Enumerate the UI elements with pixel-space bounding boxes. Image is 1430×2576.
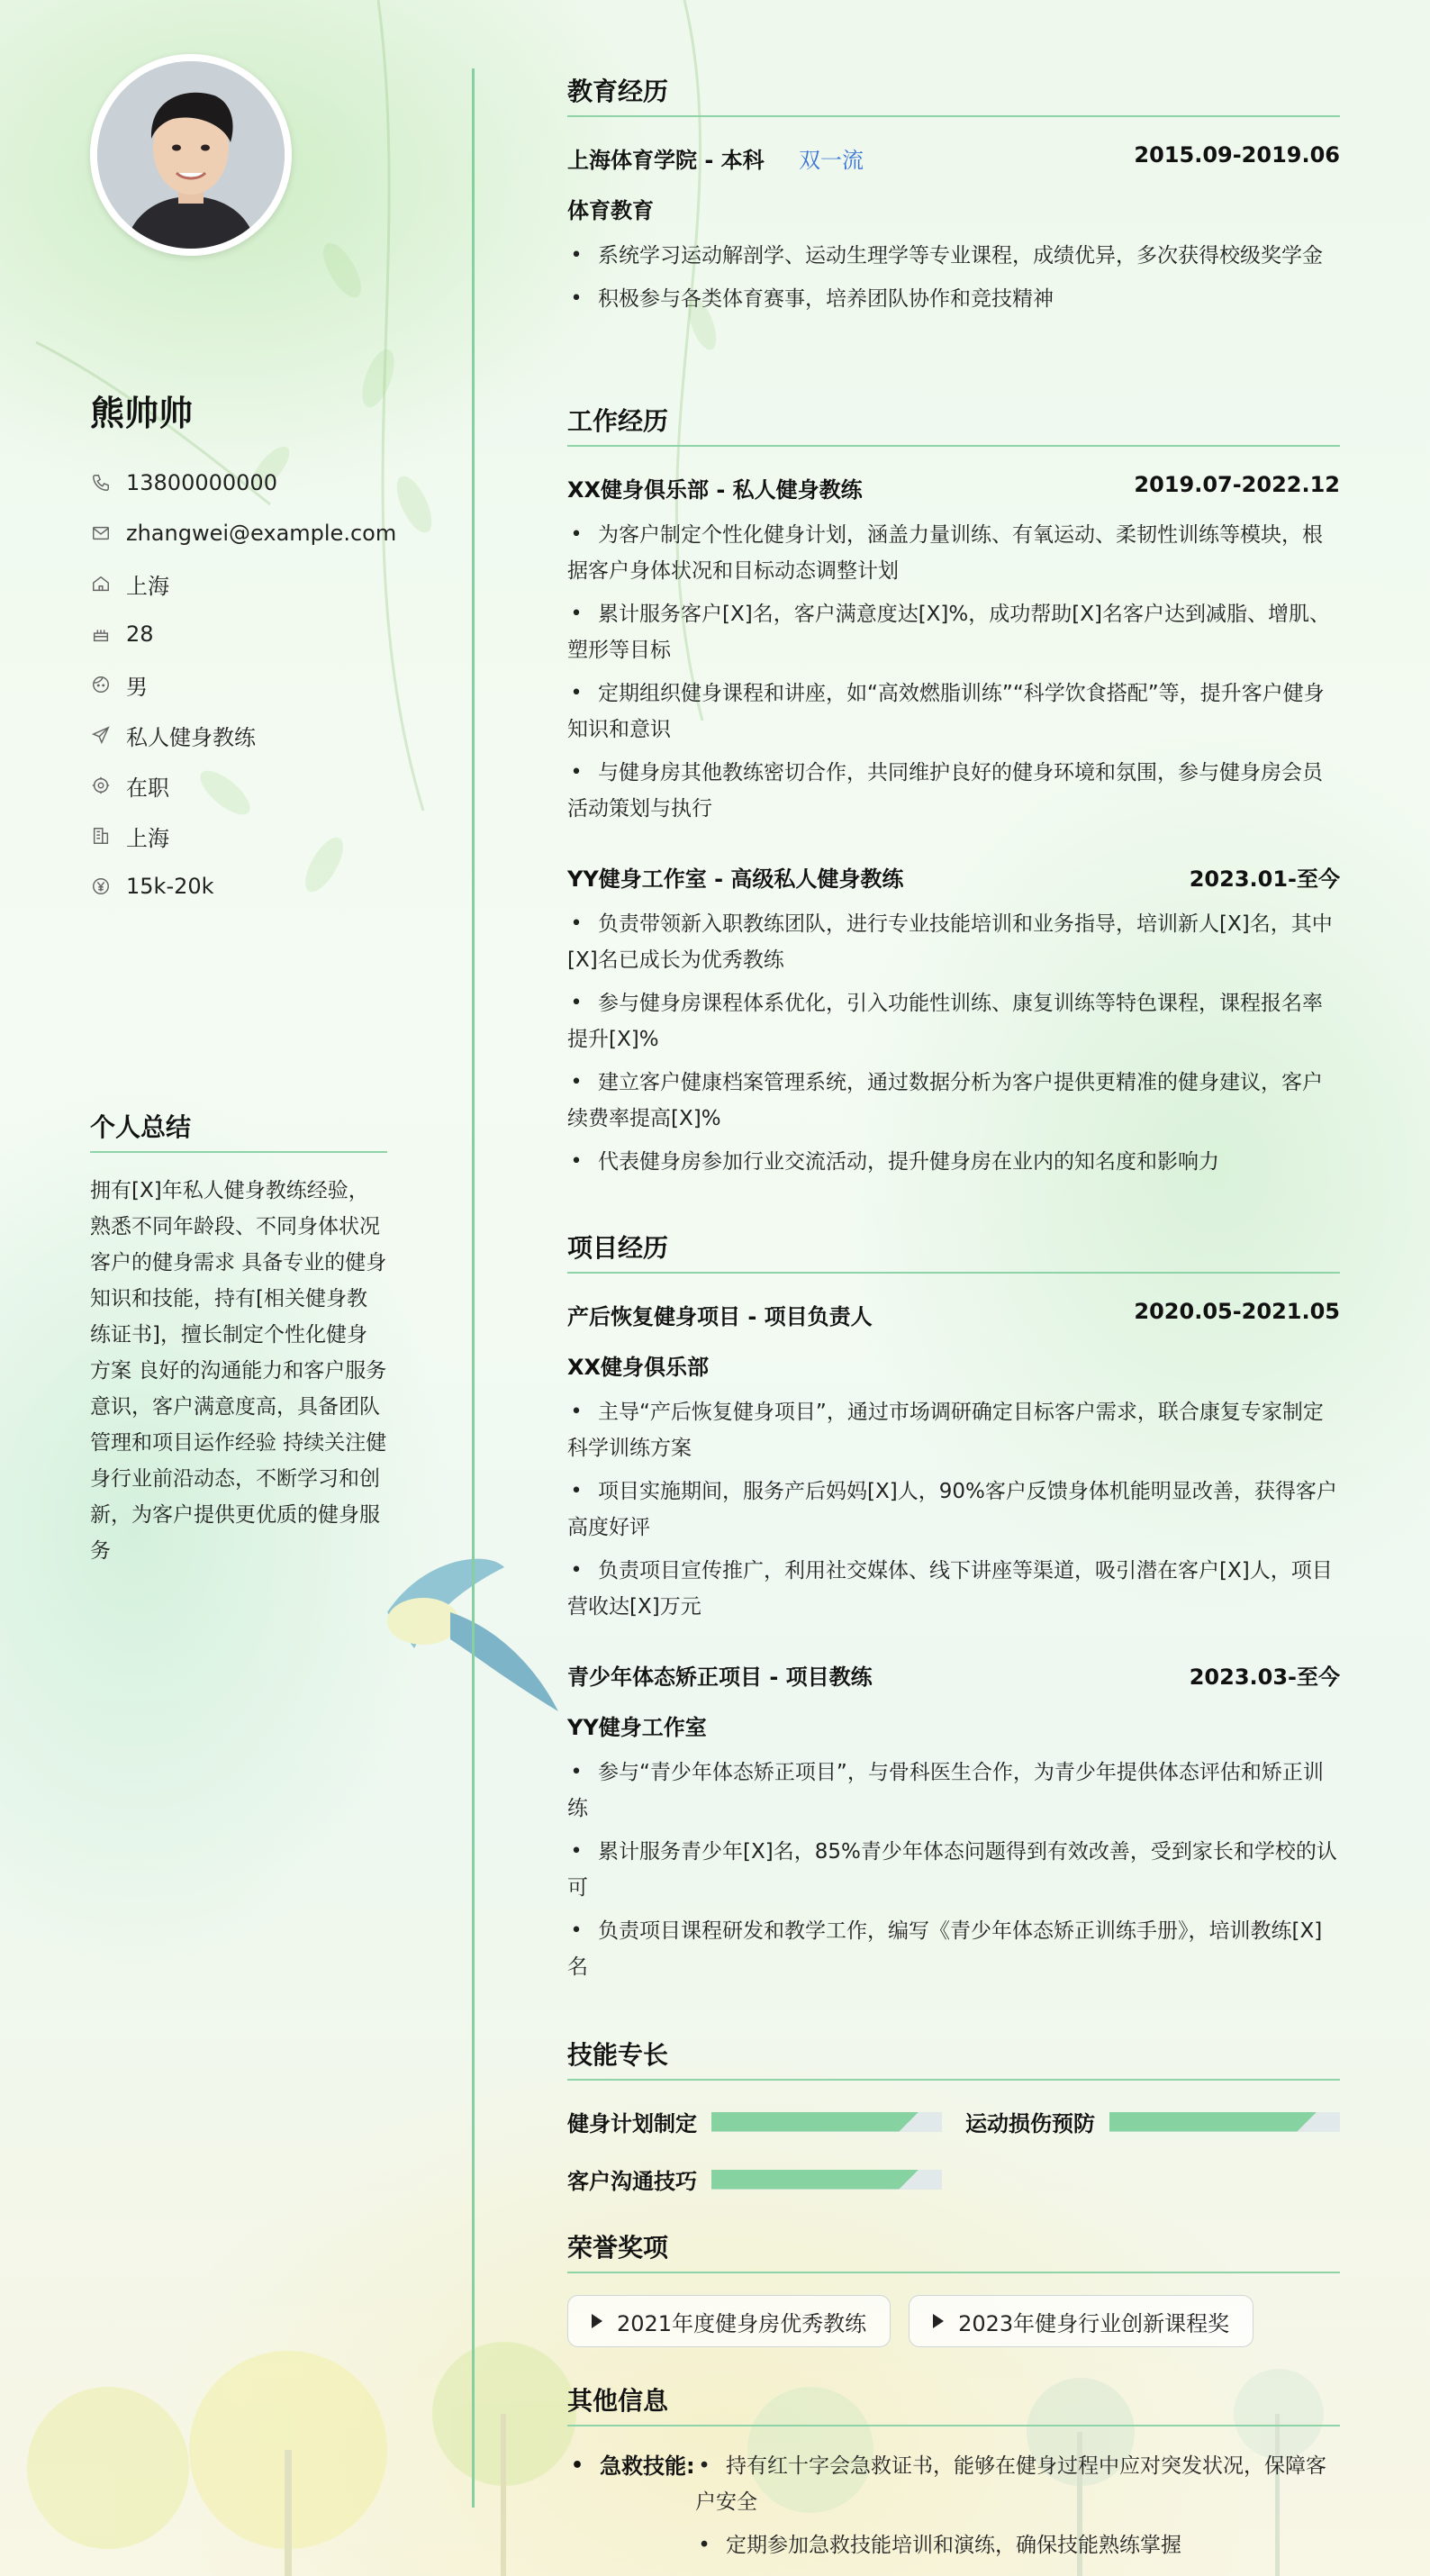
education-major: 体育教育: [567, 198, 654, 223]
salary-value: 15k-20k: [126, 874, 214, 899]
other-bullets: [695, 2448, 1340, 2571]
job-head: [567, 861, 1340, 893]
list-item: • 累计服务青少年[X]名，85%青少年体态问题得到有效改善，受到家长和学校的认可: [567, 1834, 1340, 1906]
mail-icon: [90, 522, 112, 544]
info-target-city: [90, 811, 396, 861]
yen-icon: [90, 875, 112, 897]
other-block: [594, 2448, 1340, 2571]
project-org: XX健身俱乐部: [567, 1355, 710, 1380]
awards-title: 荣誉奖项: [567, 2228, 1340, 2273]
column-divider: [472, 68, 475, 2508]
project-bullets: [567, 1394, 1340, 1632]
list-item: • 主导“产后恢复健身项目”，通过市场调研确定目标客户需求，联合康复专家制定科学训练方案: [567, 1394, 1340, 1466]
email-value: zhangwei@example.com: [126, 521, 397, 546]
info-email: [90, 508, 396, 558]
skill-label: 客户沟通技巧: [567, 2169, 697, 2194]
summary-title: 个人总结: [90, 1108, 387, 1153]
gender-value: 男: [126, 674, 148, 700]
education-title: 教育经历: [567, 72, 1340, 117]
skill-item: [965, 2106, 1340, 2137]
age-value: 28: [126, 621, 154, 647]
work-title: 工作经历: [567, 402, 1340, 447]
list-item: • 负责项目课程研发和教学工作，编写《青少年体态矫正训练手册》，培训教练[X]名: [567, 1913, 1340, 1985]
list-item: • 积极参与各类体育赛事，培养团队协作和竞技精神: [567, 281, 1340, 317]
skill-label: 健身计划制定: [567, 2111, 697, 2136]
award-label: 2023年健身行业创新课程奖: [958, 2310, 1230, 2336]
skill-fill: [711, 2170, 919, 2190]
project-title: 产后恢复健身项目 - 项目负责人: [567, 1304, 873, 1329]
skill-bar: [1109, 2112, 1340, 2132]
phone-icon: [90, 472, 112, 494]
job-head: [567, 472, 1340, 503]
education-head: [567, 142, 1340, 174]
contact-info-list: [90, 458, 396, 912]
position-value: 私人健身教练: [126, 724, 256, 750]
project-title: 青少年体态矫正项目 - 项目教练: [567, 1664, 873, 1690]
list-item: • 参与健身房课程体系优化，引入功能性训练、康复训练等特色课程，课程报名率提升[X]%: [567, 985, 1340, 1057]
list-item: • 建立客户健康档案管理系统，通过数据分析为客户提供更精准的健身建议，客户续费率提高[X]%: [567, 1065, 1340, 1137]
project-date: 2020.05-2021.05: [1134, 1299, 1340, 1324]
list-item: • 负责项目宣传推广，利用社交媒体、线下讲座等渠道，吸引潜在客户[X]人，项目营收达[X]万元: [567, 1553, 1340, 1625]
list-item: • 负责带领新入职教练团队，进行专业技能培训和业务指导，培训新人[X]名，其中[X]名已成长为优秀教练: [567, 906, 1340, 978]
awards-list: [567, 2295, 1254, 2347]
info-gender: [90, 659, 396, 710]
project-org: YY健身工作室: [567, 1715, 707, 1740]
award-label: 2021年度健身房优秀教练: [617, 2310, 867, 2336]
job-title: YY健身工作室 - 高级私人健身教练: [567, 866, 904, 892]
skill-fill: [1109, 2112, 1317, 2132]
cake-icon: [90, 623, 112, 645]
job-bullets: [567, 906, 1340, 1187]
info-location: [90, 558, 396, 609]
project-head: [567, 1299, 1340, 1330]
project-head: [567, 1659, 1340, 1691]
job-date: 2023.01-至今: [1189, 866, 1340, 892]
info-status: [90, 760, 396, 811]
other-title: 其他信息: [567, 2381, 1340, 2426]
skill-item: [567, 2106, 942, 2137]
info-salary: [90, 861, 396, 912]
phone-value: 13800000000: [126, 470, 277, 495]
education-date: 2015.09-2019.06: [1134, 142, 1340, 168]
status-icon: [90, 775, 112, 796]
education-tag: 双一流: [799, 148, 864, 173]
award-chip[interactable]: [909, 2295, 1254, 2347]
project-bullets: [567, 1755, 1340, 1992]
sidebar: [0, 0, 474, 2576]
education-school: 上海体育学院 - 本科: [567, 148, 765, 173]
info-age: [90, 609, 396, 659]
building-icon: [90, 825, 112, 847]
list-item: • 定期组织健身课程和讲座，如“高效燃脂训练”“科学饮食搭配”等，提升客户健身知识和意识: [567, 676, 1340, 748]
play-icon: [933, 2314, 944, 2328]
status-value: 在职: [126, 775, 169, 801]
education-bullets: [567, 238, 1340, 324]
face-icon: [90, 674, 112, 695]
list-item: • 为客户制定个性化健身计划，涵盖力量训练、有氧运动、柔韧性训练等模块，根据客户身体状况和目标动态调整计划: [567, 517, 1340, 589]
job-bullets: [567, 517, 1340, 834]
send-icon: [90, 724, 112, 746]
list-item: • 累计服务客户[X]名，客户满意度达[X]%，成功帮助[X]名客户达到减脂、增肌、塑形等目标: [567, 596, 1340, 668]
target-city-value: 上海: [126, 825, 169, 851]
list-item: • 持有红十字会急救证书，能够在健身过程中应对突发状况，保障客户安全: [695, 2448, 1340, 2520]
other-key: • 急救技能:: [594, 2448, 695, 2571]
list-item: • 项目实施期间，服务产后妈妈[X]人，90%客户反馈身体机能明显改善，获得客户高度好评: [567, 1474, 1340, 1546]
avatar-portrait-icon: [97, 61, 285, 249]
list-item: • 代表健身房参加行业交流活动，提升健身房在业内的知名度和影响力: [567, 1144, 1340, 1180]
list-item: • 与健身房其他教练密切合作，共同维护良好的健身环境和氛围，参与健身房会员活动策划与执行: [567, 755, 1340, 827]
avatar: [90, 54, 292, 256]
skills-title: 技能专长: [567, 2036, 1340, 2081]
location-value: 上海: [126, 573, 169, 599]
list-item: • 系统学习运动解剖学、运动生理学等专业课程，成绩优异，多次获得校级奖学金: [567, 238, 1340, 274]
skill-fill: [711, 2112, 919, 2132]
job-title: XX健身俱乐部 - 私人健身教练: [567, 477, 863, 503]
play-icon: [592, 2314, 602, 2328]
list-item: • 参与“青少年体态矫正项目”，与骨科医生合作，为青少年提供体态评估和矫正训练: [567, 1755, 1340, 1827]
info-position: [90, 710, 396, 760]
projects-title: 项目经历: [567, 1229, 1340, 1274]
skill-item: [567, 2163, 942, 2195]
award-chip[interactable]: [567, 2295, 891, 2347]
skill-label: 运动损伤预防: [965, 2111, 1095, 2136]
project-date: 2023.03-至今: [1189, 1664, 1340, 1690]
home-icon: [90, 573, 112, 594]
skill-bar: [711, 2112, 942, 2132]
job-date: 2019.07-2022.12: [1134, 472, 1340, 497]
list-item: • 定期参加急救技能培训和演练，确保技能熟练掌握: [695, 2527, 1340, 2563]
info-phone: [90, 458, 396, 508]
skill-bar: [711, 2170, 942, 2190]
summary-text: 拥有[X]年私人健身教练经验，熟悉不同年龄段、不同身体状况客户的健身需求 具备专业的健身知识和技能，持有[相关健身教练证书]，擅长制定个性化健身方案 良好的沟通能力和客户服务意识，客户满意度高，具备团队管理和项目运作经验 持续关注健身行业前沿动态，不断学习和创新，为客户提供更优质的健身服务: [90, 1179, 387, 1563]
profile-name: 熊帅帅: [90, 394, 194, 433]
